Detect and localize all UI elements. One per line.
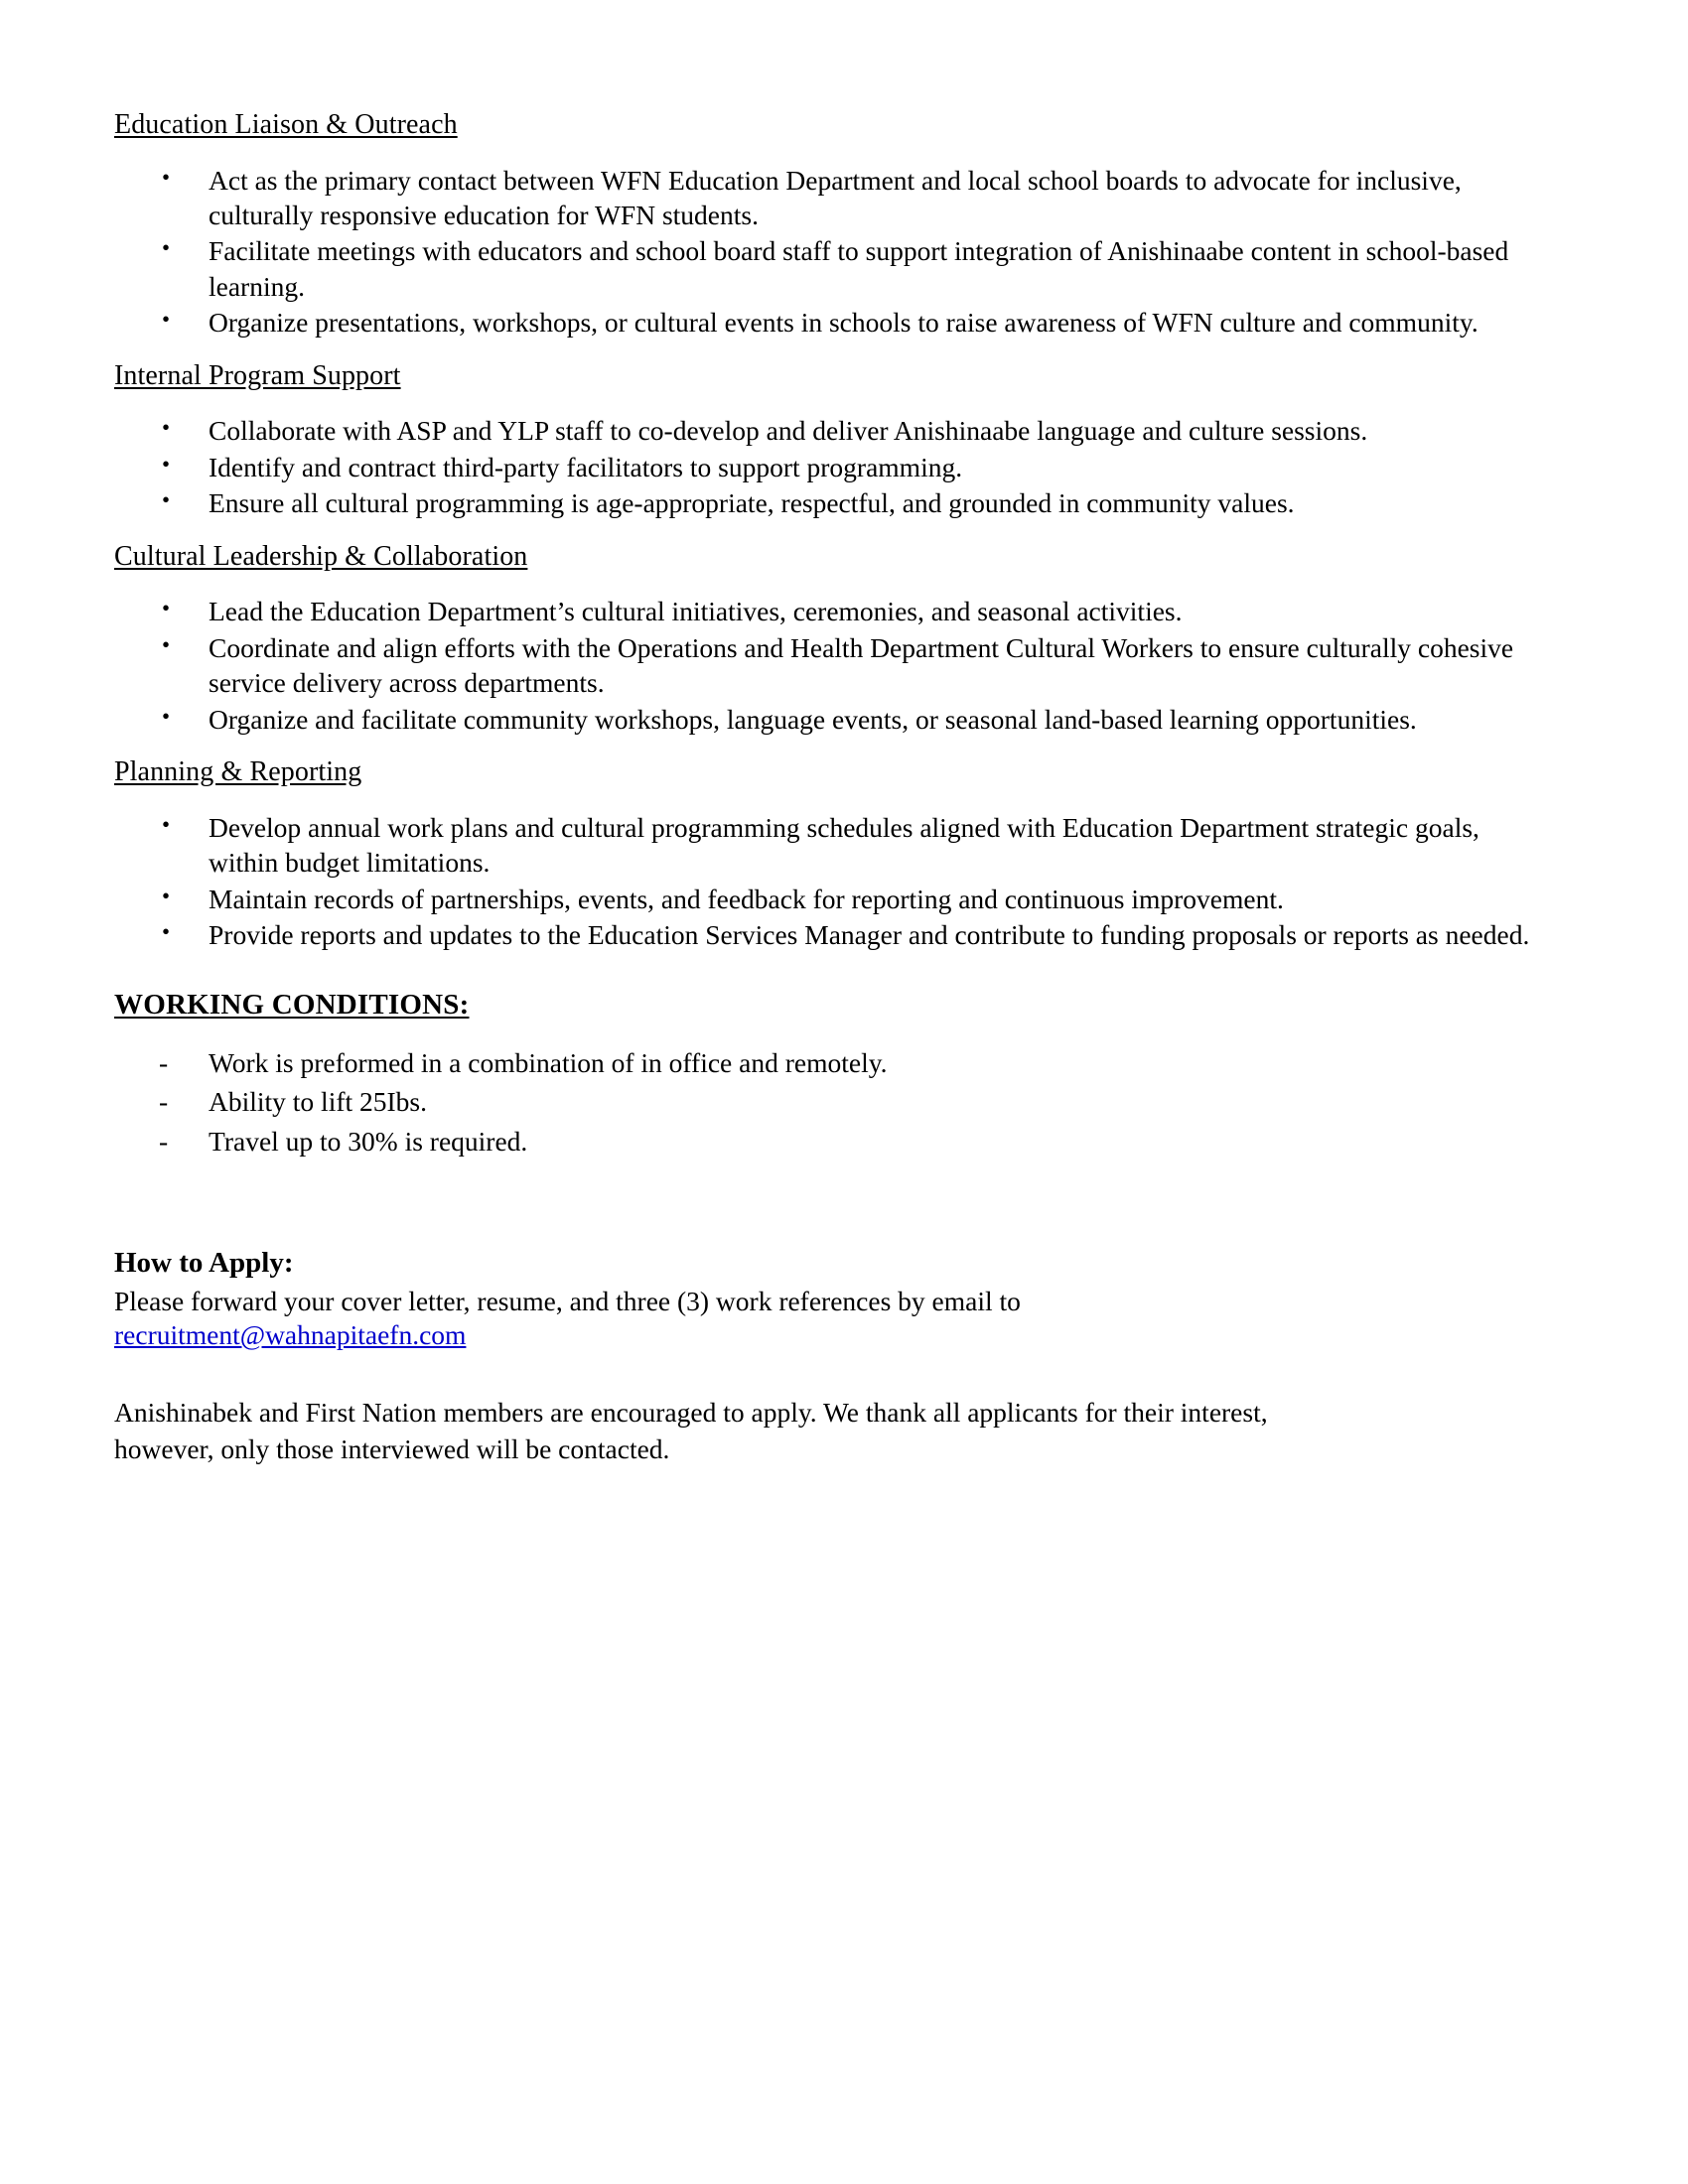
list-item-text: Lead the Education Department’s cultural initiatives, ceremonies, and seasonal activities.	[209, 596, 1183, 627]
section-planning-reporting	[114, 754, 1544, 952]
list-item	[114, 1084, 1544, 1120]
bullet-marker-icon: •	[162, 164, 171, 190]
list-item	[114, 233, 1544, 304]
list-item-text: Facilitate meetings with educators and school board staff to support integration of Anishinaabe content in school-based learning.	[209, 235, 1509, 302]
list-item	[114, 882, 1544, 916]
list-item	[114, 1045, 1544, 1081]
list-item	[114, 163, 1544, 233]
list-item	[114, 630, 1544, 701]
bullet-list	[114, 163, 1544, 341]
document-body	[114, 107, 1544, 1467]
bullet-list	[114, 810, 1544, 953]
bullet-marker-icon: •	[162, 415, 171, 441]
bullet-list	[114, 413, 1544, 520]
list-item-text: Organize and facilitate community workshops, language events, or seasonal land-based learning opportunities.	[209, 703, 1417, 735]
list-item-text: Maintain records of partnerships, events, and feedback for reporting and continuous improvement.	[209, 883, 1284, 914]
bullet-marker-icon: •	[162, 631, 171, 657]
list-item-text: Organize presentations, workshops, or cultural events in schools to raise awareness of WFN culture and community.	[209, 307, 1478, 339]
dash-marker-icon: -	[159, 1086, 169, 1118]
list-item-text: Identify and contract third-party facilitators to support programming.	[209, 451, 963, 482]
recruitment-email-link[interactable]: recruitment@wahnapitaefn.com	[114, 1319, 467, 1351]
list-item-text: Develop annual work plans and cultural programming schedules aligned with Education Department strategic goals, within budget limitations.	[209, 811, 1479, 879]
list-item-text: Coordinate and align efforts with the Operations and Health Department Cultural Workers to ensure culturally cohesive service delivery across departments.	[209, 631, 1514, 699]
section-how-to-apply	[114, 1245, 1544, 1354]
list-item-text: Collaborate with ASP and YLP staff to co-develop and deliver Anishinaabe language and culture sessions.	[209, 415, 1368, 447]
list-item	[114, 485, 1544, 520]
bullet-marker-icon: •	[162, 883, 171, 908]
section-internal-program-support	[114, 358, 1544, 521]
dash-list	[114, 1045, 1544, 1160]
bullet-marker-icon: •	[162, 703, 171, 729]
list-item	[114, 450, 1544, 484]
dash-marker-icon: -	[159, 1126, 169, 1158]
list-item	[114, 810, 1544, 881]
working-conditions-heading: WORKING CONDITIONS:	[114, 988, 470, 1021]
list-item-text: Travel up to 30% is required.	[209, 1126, 528, 1158]
list-item-text: Work is preformed in a combination of in office and remotely.	[209, 1046, 888, 1078]
section-cultural-leadership-collaboration	[114, 539, 1544, 737]
bullet-marker-icon: •	[162, 451, 171, 477]
closing-line-2: however, only those interviewed will be contacted.	[114, 1433, 670, 1464]
bullet-marker-icon: •	[162, 235, 171, 261]
list-item	[114, 413, 1544, 448]
closing-line-1: Anishinabek and First Nation members are encouraged to apply. We thank all applicants for their interest,	[114, 1397, 1268, 1429]
bullet-marker-icon: •	[162, 919, 171, 945]
list-item-text: Ensure all cultural programming is age-appropriate, respectful, and grounded in community values.	[209, 487, 1295, 519]
section-heading: Internal Program Support	[114, 359, 401, 391]
list-item	[114, 1124, 1544, 1160]
bullet-marker-icon: •	[162, 487, 171, 513]
list-item	[114, 305, 1544, 340]
how-to-apply-heading: How to Apply:	[114, 1246, 294, 1279]
list-item	[114, 917, 1544, 952]
dash-marker-icon: -	[159, 1046, 169, 1078]
section-education-liaison-outreach	[114, 107, 1544, 341]
section-heading: Cultural Leadership & Collaboration	[114, 540, 528, 572]
bullet-marker-icon: •	[162, 811, 171, 837]
list-item-text: Act as the primary contact between WFN Education Department and local school boards to advocate for inclusive, culturally responsive education for WFN students.	[209, 164, 1462, 231]
section-heading: Education Liaison & Outreach	[114, 109, 458, 140]
list-item	[114, 702, 1544, 737]
section-heading: Planning & Reporting	[114, 756, 362, 788]
list-item-text: Provide reports and updates to the Education Services Manager and contribute to funding proposals or reports as needed.	[209, 919, 1530, 951]
how-to-apply-instruction: Please forward your cover letter, resume, and three (3) work references by email to	[114, 1285, 1021, 1316]
section-working-conditions	[114, 987, 1544, 1160]
bullet-marker-icon: •	[162, 307, 171, 333]
list-item	[114, 594, 1544, 628]
bullet-list	[114, 594, 1544, 737]
list-item-text: Ability to lift 25Ibs.	[209, 1086, 427, 1118]
closing-paragraph	[114, 1395, 1544, 1467]
bullet-marker-icon: •	[162, 596, 171, 621]
